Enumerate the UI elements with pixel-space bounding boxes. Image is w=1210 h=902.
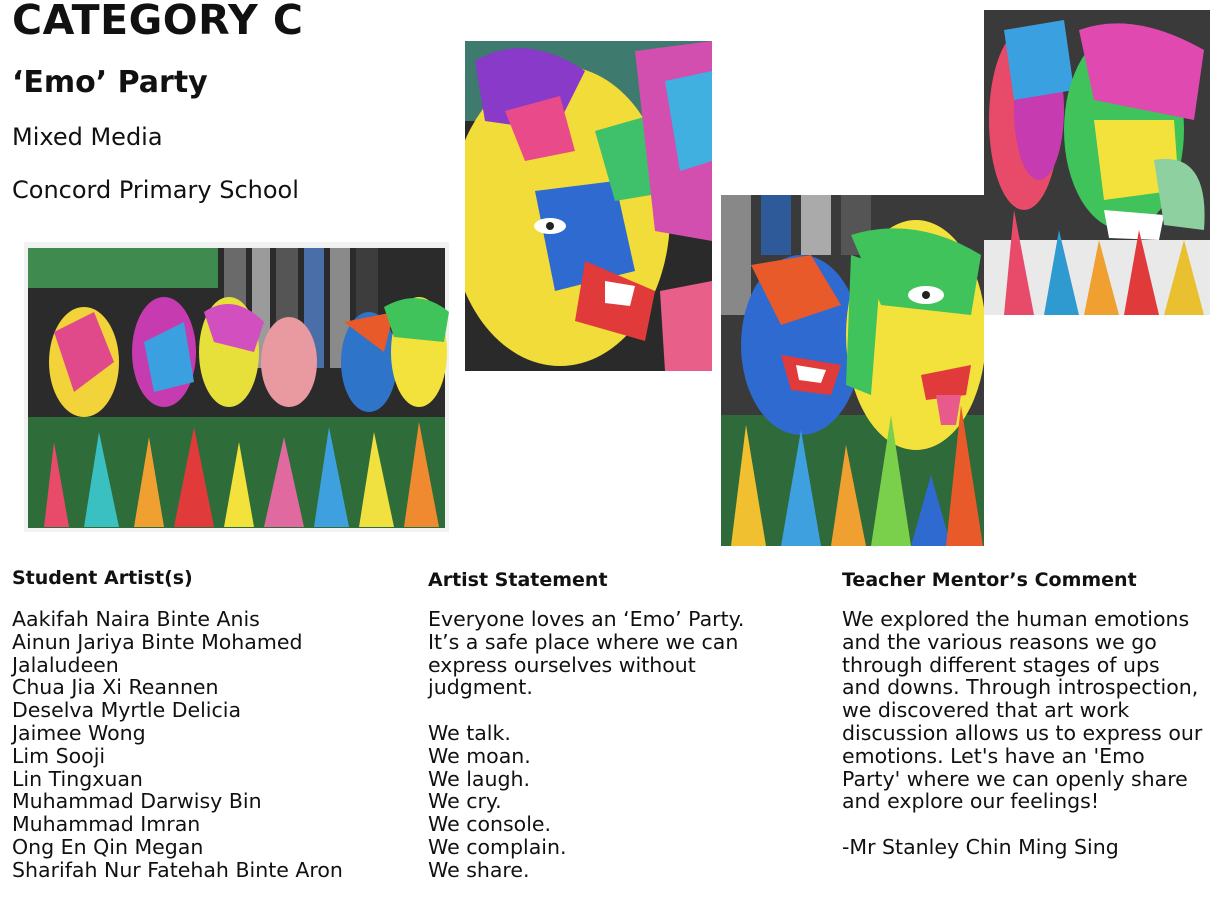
statement-line: We share. — [428, 857, 530, 882]
statement-text — [428, 608, 828, 882]
artist-name: Sharifah Nur Fatehah Binte Aron — [12, 857, 343, 882]
statement-line: We talk. — [428, 720, 511, 745]
statement-line — [428, 699, 828, 722]
artists-heading: Student Artist(s) — [12, 567, 193, 589]
comment-line: -Mr Stanley Chin Ming Sing — [842, 834, 1119, 859]
statement-line: We complain. — [428, 834, 567, 859]
artist-name: Lim Sooji — [12, 743, 106, 768]
comment-column — [842, 567, 1210, 859]
artwork-title: ‘Emo’ Party — [12, 65, 208, 100]
comment-line — [842, 813, 1210, 836]
artwork-photo-full — [24, 242, 449, 532]
comment-line: we discovered that art work — [842, 698, 1130, 723]
category-heading: CATEGORY C — [12, 0, 304, 44]
artist-name: Jaimee Wong — [12, 720, 146, 745]
statement-line: Everyone loves an ‘Emo’ Party. — [428, 607, 745, 631]
artist-name: Ong En Qin Megan — [12, 834, 204, 859]
statement-heading: Artist Statement — [428, 569, 608, 591]
school-name: Concord Primary School — [12, 176, 299, 204]
comment-line: Party' where we can openly share — [842, 766, 1188, 791]
artist-name: Ainun Jariya Binte Mohamed — [12, 629, 303, 654]
artwork-photo-side-view — [984, 10, 1210, 315]
artwork-photo-closeup-1 — [465, 41, 712, 371]
comment-line: discussion allows us to express our — [842, 720, 1203, 745]
artists-list — [12, 608, 412, 882]
comment-heading: Teacher Mentor’s Comment — [842, 569, 1137, 591]
artist-name: Muhammad Imran — [12, 812, 201, 837]
statement-line: express ourselves without — [428, 652, 696, 677]
comment-line: emotions. Let's have an 'Emo — [842, 743, 1145, 768]
statement-column — [428, 567, 828, 882]
statement-line: It’s a safe place where we can — [428, 629, 739, 654]
comment-line: and the various reasons we go — [842, 629, 1157, 654]
artist-name: Lin Tingxuan — [12, 766, 143, 791]
statement-line: We laugh. — [428, 766, 530, 791]
comment-line: and downs. Through introspection, — [842, 675, 1199, 700]
artist-name: Aakifah Naira Binte Anis — [12, 607, 260, 631]
comment-text — [842, 608, 1210, 859]
artwork-photo-closeup-2 — [721, 195, 984, 546]
statement-line: judgment. — [428, 675, 533, 700]
artist-name: Deselva Myrtle Delicia — [12, 698, 242, 723]
artists-column — [12, 565, 412, 882]
comment-line: We explored the human emotions — [842, 607, 1190, 631]
artist-name: Jalaludeen — [12, 652, 119, 677]
artist-name: Muhammad Darwisy Bin — [12, 789, 262, 814]
statement-line: We cry. — [428, 789, 502, 814]
statement-line: We moan. — [428, 743, 531, 768]
comment-line: through different stages of ups — [842, 652, 1160, 677]
comment-line: and explore our feelings! — [842, 789, 1100, 814]
statement-line: We console. — [428, 812, 552, 837]
artist-name: Chua Jia Xi Reannen — [12, 675, 219, 700]
artwork-medium: Mixed Media — [12, 123, 163, 151]
